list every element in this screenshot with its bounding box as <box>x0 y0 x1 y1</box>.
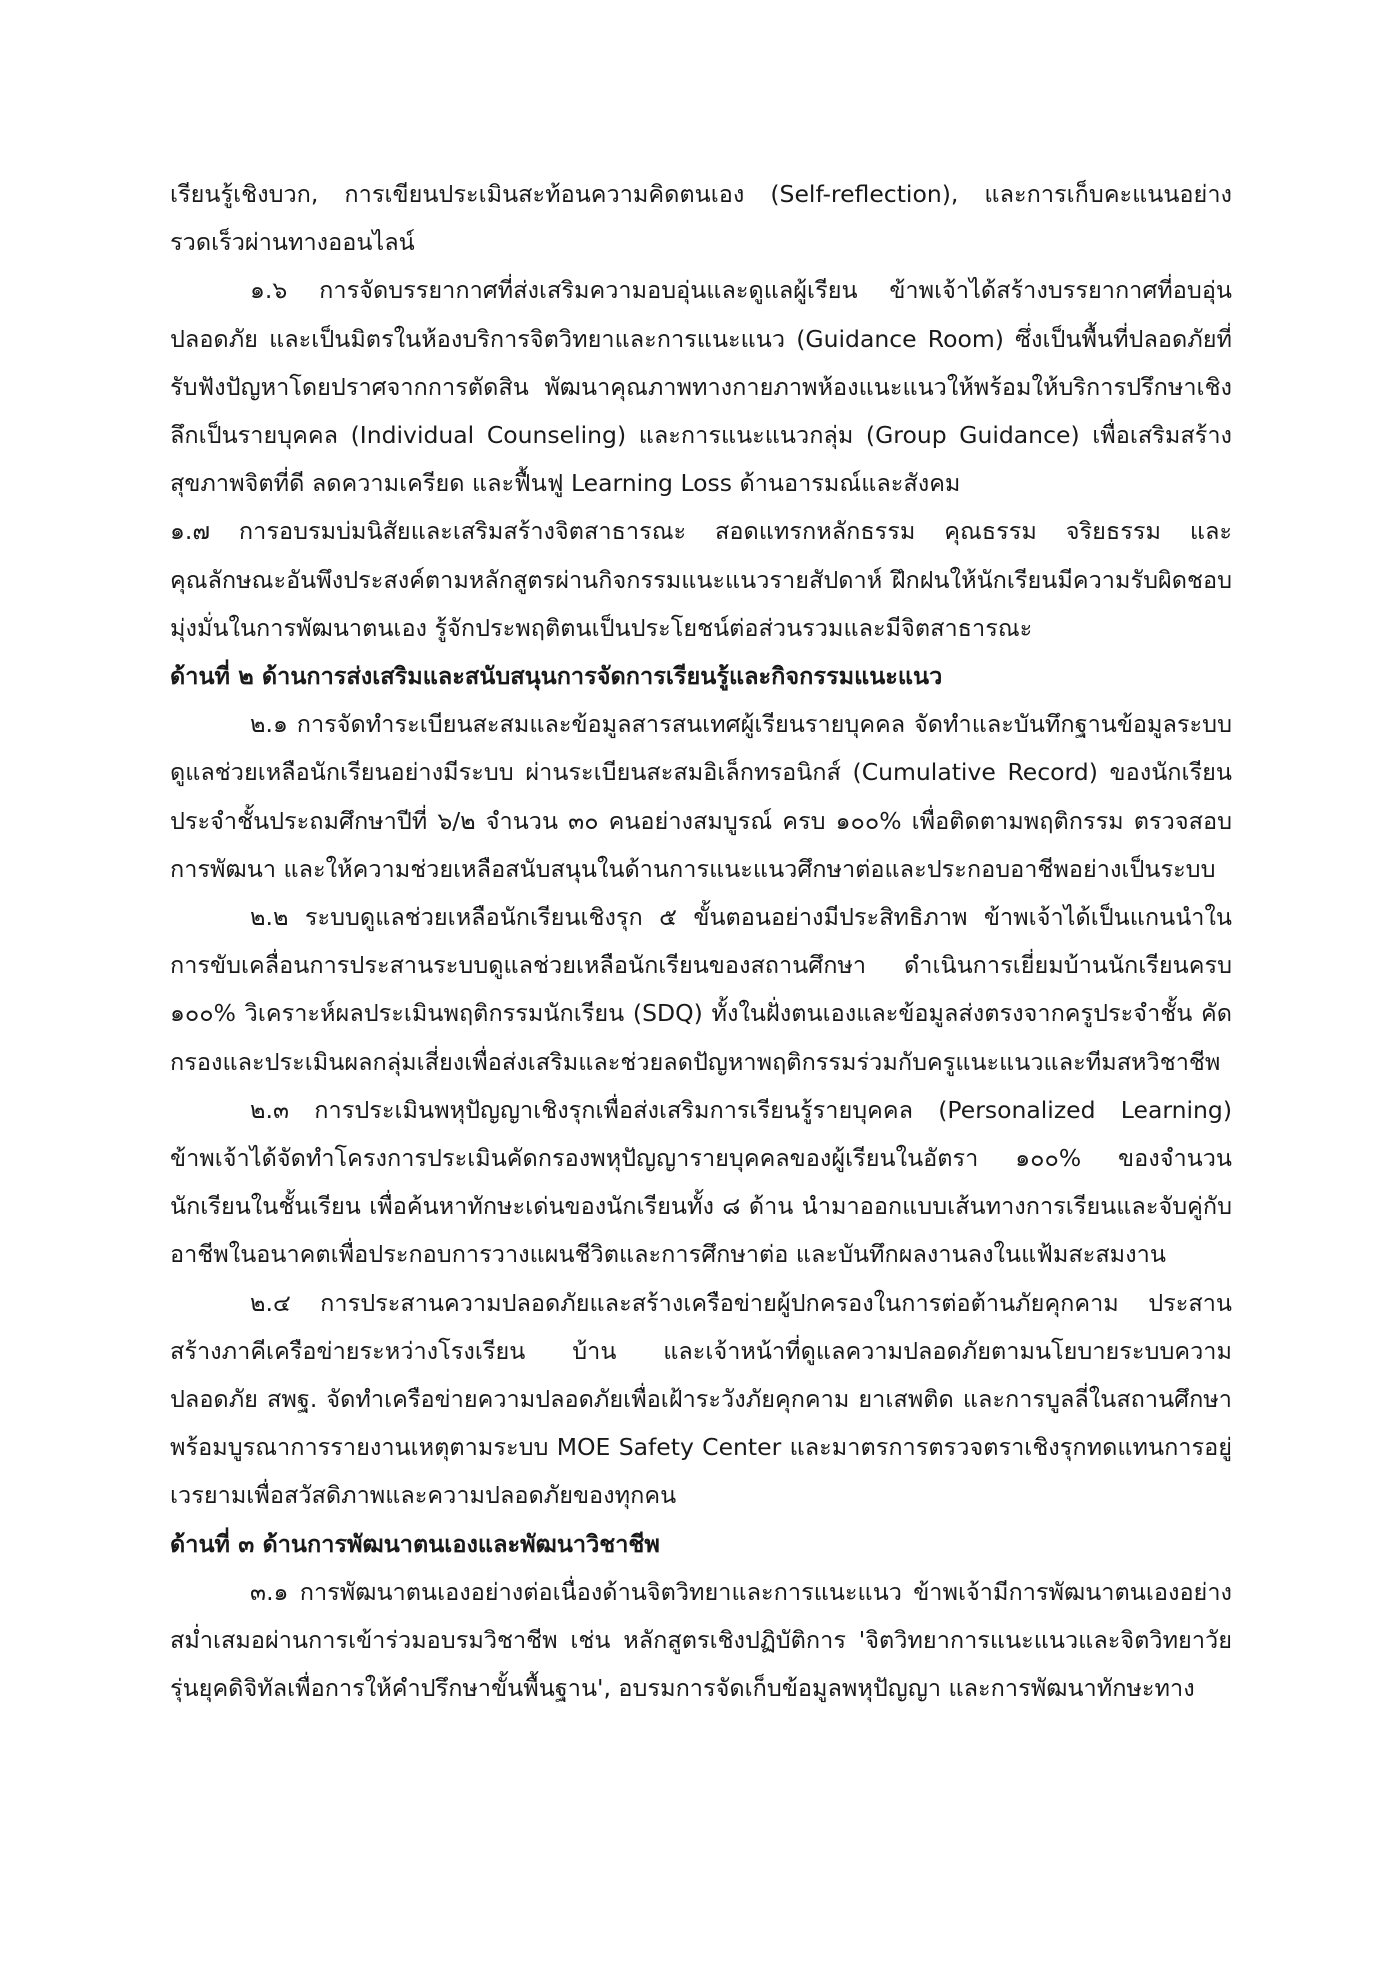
paragraph-1-6: ๑.๖ การจัดบรรยากาศที่ส่งเสริมความอบอุ่นและดูแลผู้เรียน ข้าพเจ้าได้สร้างบรรยากาศที่อบอุ่นปลอดภัย และเป็นมิตรในห้องบริการจิตวิทยาและการแนะแนว (Guidance Room) ซึ่งเป็นพื้นที่ปลอดภัยที่รับฟังปัญหาโดยปราศจากการตัดสิน พัฒนาคุณภาพทางกายภาพห้องแนะแนวให้พร้อมให้บริการปรึกษาเชิงลึกเป็นรายบุคคล (Individual Counseling) และการแนะแนวกลุ่ม (Group Guidance) เพื่อเสริมสร้างสุขภาพจิตที่ดี ลดความเครียด และฟื้นฟู Learning Loss ด้านอารมณ์และสังคม <box>170 276 1232 498</box>
section-heading-3: ด้านที่ ๓ ด้านการพัฒนาตนเองและพัฒนาวิชาชีพ <box>170 1529 660 1558</box>
paragraph-1-7: ๑.๗ การอบรมบ่มนิสัยและเสริมสร้างจิตสาธารณะ สอดแทรกหลักธรรม คุณธรรม จริยธรรม และคุณลักษณะอันพึงประสงค์ตามหลักสูตรผ่านกิจกรรมแนะแนวรายสัปดาห์ ฝึกฝนให้นักเรียนมีความรับผิดชอบ มุ่งมั่นในการพัฒนาตนเอง รู้จักประพฤติตนเป็นประโยชน์ต่อส่วนรวมและมีจิตสาธารณะ <box>170 517 1232 642</box>
paragraph-continuation: เรียนรู้เชิงบวก, การเขียนประเมินสะท้อนความคิดตนเอง (Self-reflection), และการเก็บคะแนนอย่างรวดเร็วผ่านทางออนไลน์ <box>170 180 1232 257</box>
section-heading-2: ด้านที่ ๒ ด้านการส่งเสริมและสนับสนุนการจัดการเรียนรู้และกิจกรรมแนะแนว <box>170 662 943 691</box>
paragraph-2-2: ๒.๒ ระบบดูแลช่วยเหลือนักเรียนเชิงรุก ๕ ขั้นตอนอย่างมีประสิทธิภาพ ข้าพเจ้าได้เป็นแกนนำในการขับเคลื่อนการประสานระบบดูแลช่วยเหลือนักเรียนของสถานศึกษา ดำเนินการเยี่ยมบ้านนักเรียนครบ ๑๐๐% วิเคราะห์ผลประเมินพฤติกรรมนักเรียน (SDQ) ทั้งในฝั่งตนเองและข้อมูลส่งตรงจากครูประจำชั้น คัดกรองและประเมินผลกลุ่มเสี่ยงเพื่อส่งเสริมและช่วยลดปัญหาพฤติกรรมร่วมกับครูแนะแนวและทีมสหวิชาชีพ <box>170 903 1232 1076</box>
document-page <box>170 170 1232 1713</box>
paragraph-2-4: ๒.๔ การประสานความปลอดภัยและสร้างเครือข่ายผู้ปกครองในการต่อต้านภัยคุกคาม ประสานสร้างภาคีเครือข่ายระหว่างโรงเรียน บ้าน และเจ้าหน้าที่ดูแลความปลอดภัยตามนโยบายระบบความปลอดภัย สพฐ. จัดทำเครือข่ายความปลอดภัยเพื่อเฝ้าระวังภัยคุกคาม ยาเสพติด และการบูลลี่ในสถานศึกษา พร้อมบูรณาการรายงานเหตุตามระบบ MOE Safety Center และมาตรการตรวจตราเชิงรุกทดแทนการอยู่เวรยามเพื่อสวัสดิภาพและความปลอดภัยของทุกคน <box>170 1288 1232 1510</box>
paragraph-2-3: ๒.๓ การประเมินพหุปัญญาเชิงรุกเพื่อส่งเสริมการเรียนรู้รายบุคคล (Personalized Learning) ข้าพเจ้าได้จัดทำโครงการประเมินคัดกรองพหุปัญญารายบุคคลของผู้เรียนในอัตรา ๑๐๐% ของจำนวนนักเรียนในชั้นเรียน เพื่อค้นหาทักษะเด่นของนักเรียนทั้ง ๘ ด้าน นำมาออกแบบเส้นทางการเรียนและจับคู่กับอาชีพในอนาคตเพื่อประกอบการวางแผนชีวิตและการศึกษาต่อ และบันทึกผลงานลงในแฟ้มสะสมงาน <box>170 1095 1232 1269</box>
paragraph-2-1: ๒.๑ การจัดทำระเบียนสะสมและข้อมูลสารสนเทศผู้เรียนรายบุคคล จัดทำและบันทึกฐานข้อมูลระบบดูแลช่วยเหลือนักเรียนอย่างมีระบบ ผ่านระเบียนสะสมอิเล็กทรอนิกส์ (Cumulative Record) ของนักเรียนประจำชั้นประถมศึกษาปีที่ ๖/๒ จำนวน ๓๐ คนอย่างสมบูรณ์ ครบ ๑๐๐% เพื่อติดตามพฤติกรรม ตรวจสอบการพัฒนา และให้ความช่วยเหลือสนับสนุนในด้านการแนะแนวศึกษาต่อและประกอบอาชีพอย่างเป็นระบบ <box>170 710 1232 883</box>
paragraph-3-1: ๓.๑ การพัฒนาตนเองอย่างต่อเนื่องด้านจิตวิทยาและการแนะแนว ข้าพเจ้ามีการพัฒนาตนเองอย่างสม่ำเสมอผ่านการเข้าร่วมอบรมวิชาชีพ เช่น หลักสูตรเชิงปฏิบัติการ 'จิตวิทยาการแนะแนวและจิตวิทยาวัยรุ่นยุคดิจิทัลเพื่อการให้คำปรึกษาขั้นพื้นฐาน', อบรมการจัดเก็บข้อมูลพหุปัญญา และการพัฒนาทักษะทาง <box>170 1577 1232 1703</box>
